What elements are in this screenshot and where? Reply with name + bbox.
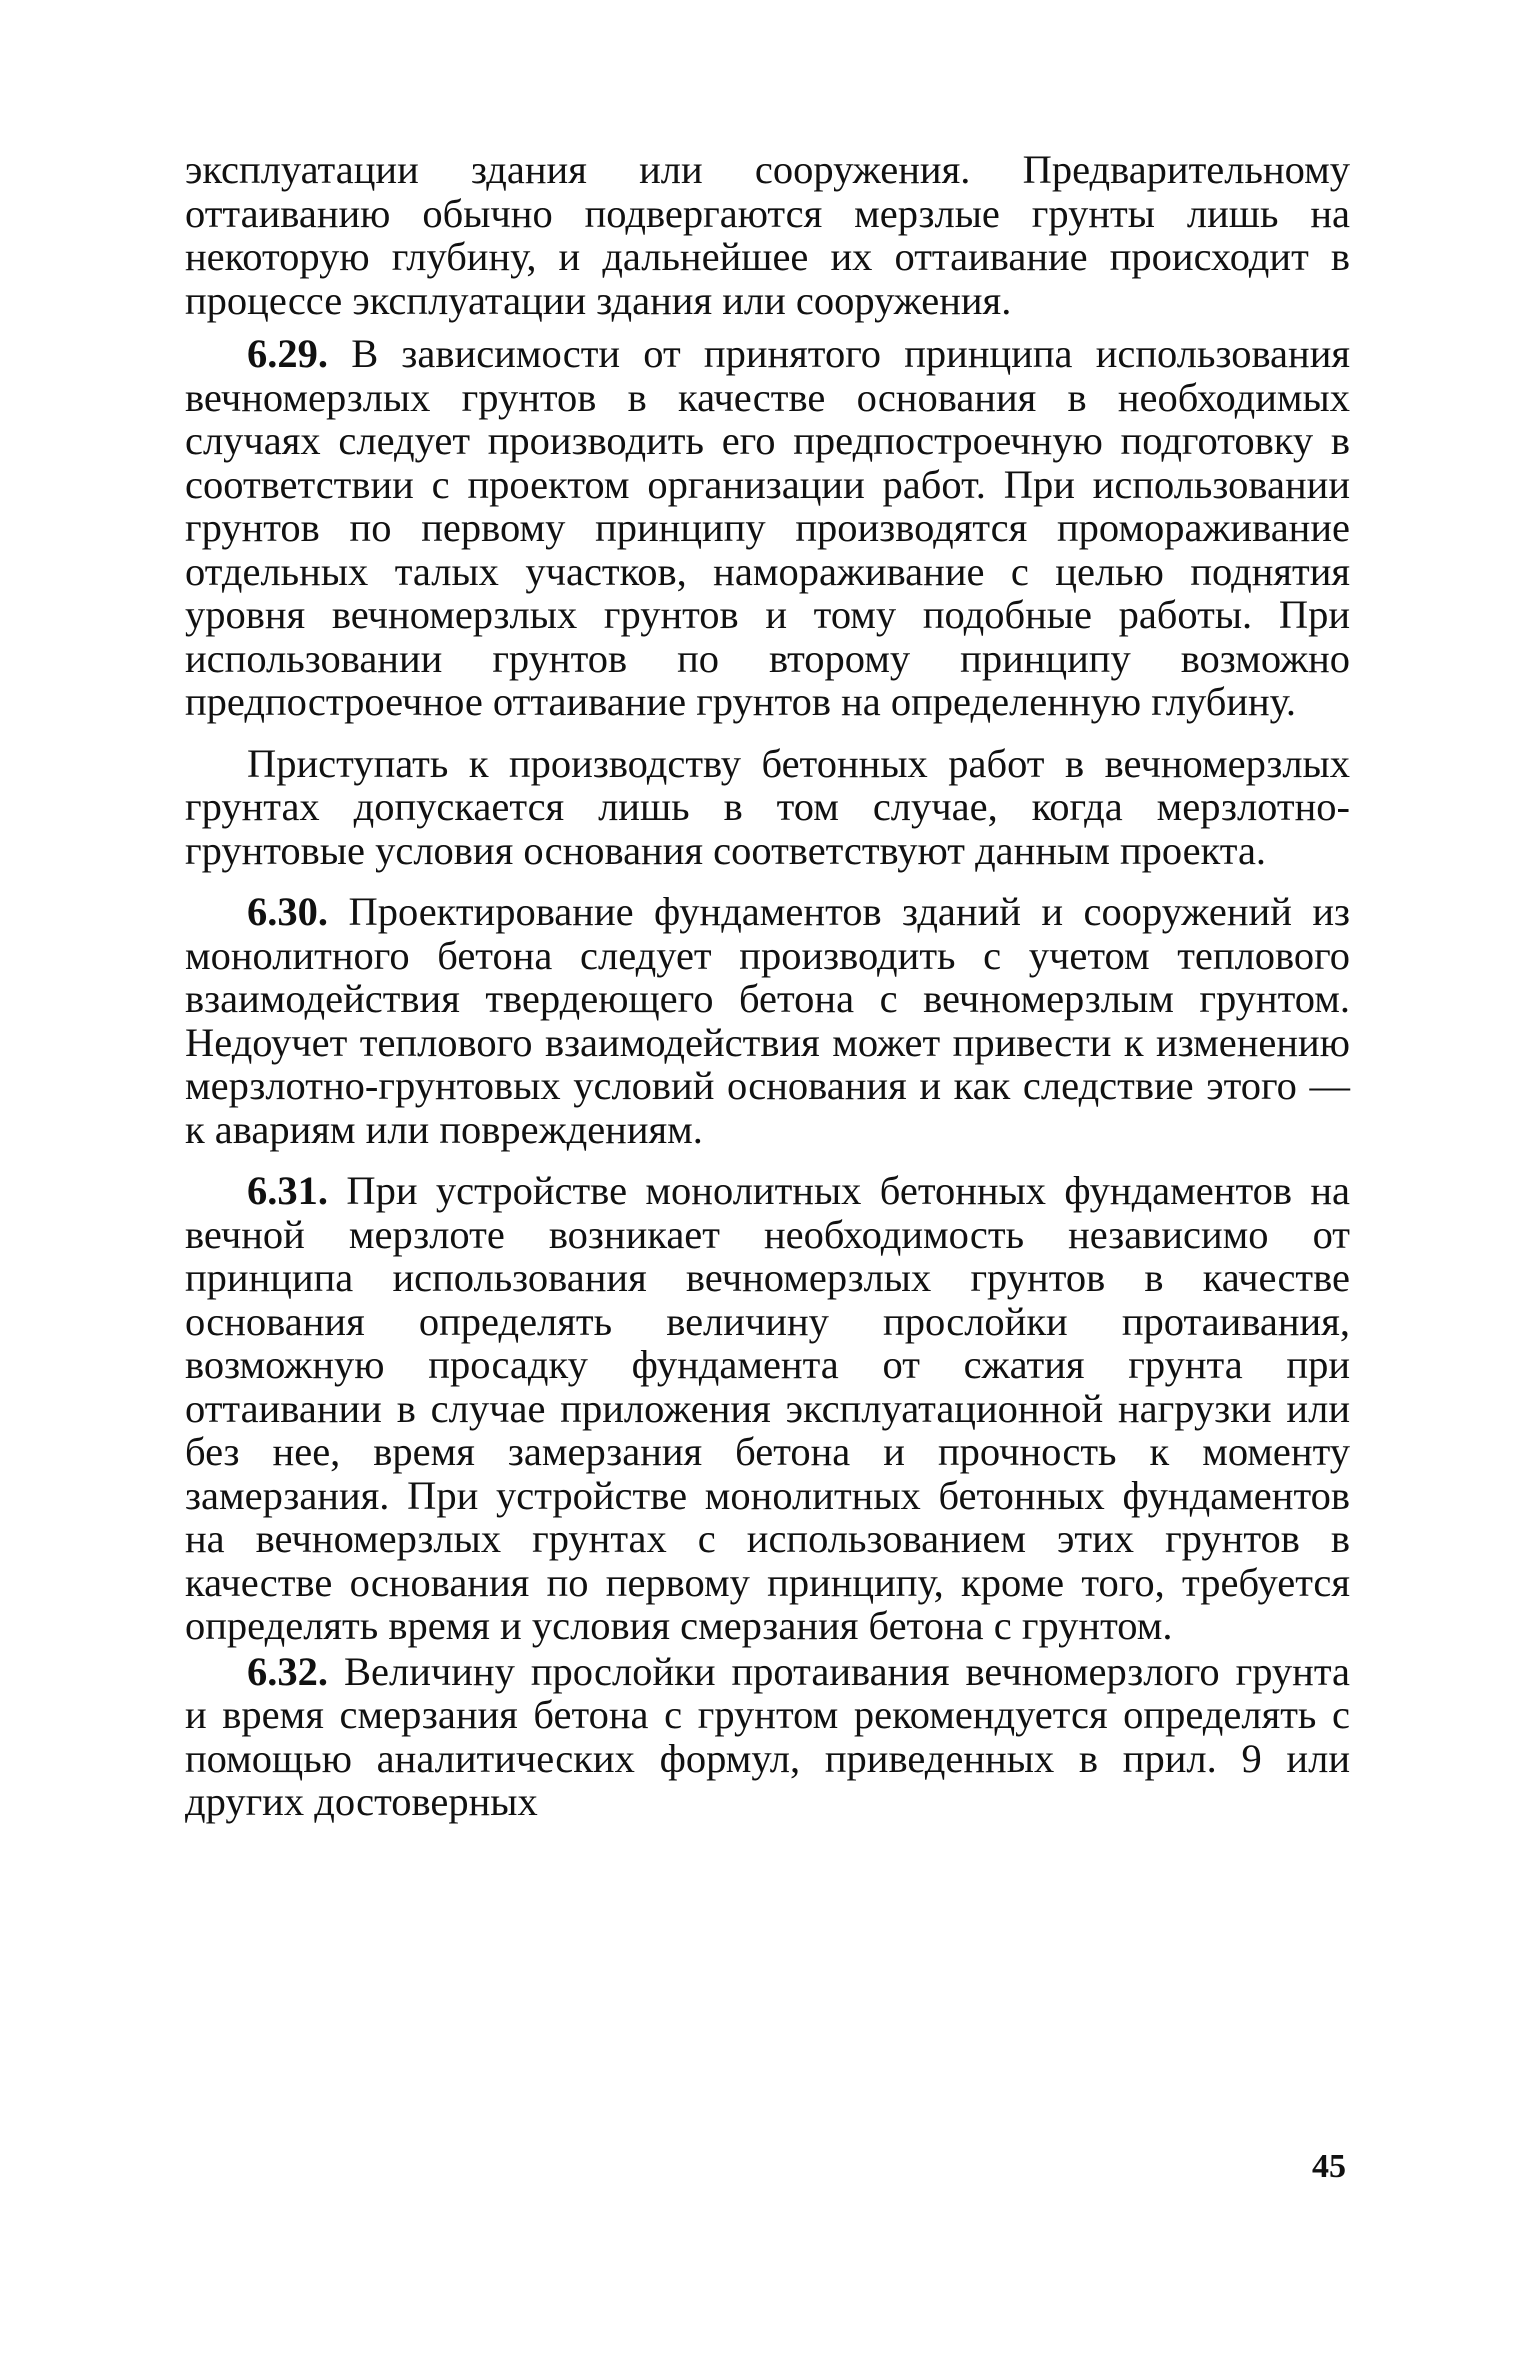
paragraph-text: При устройстве монолитных бетонных фундаментов на вечной мерзлоте возникает необходимость независимо от принципа использования вечномерзлых грунтов в качестве основания определять величину прослойки протаивания, возможную просадку фундамента от сжатия грунта при оттаивании в случае приложения эксплуатационной нагрузки или без нее, время замерзания бетона и прочность к моменту замерзания. При устройстве монолитных бетонных фундаментов на вечномерзлых грунтах с использованием этих грунтов в качестве основания по первому принципу, кроме того, требуется определять время и условия смерзания бетона с грунтом. [185, 1168, 1351, 1648]
paragraph-text: Величину прослойки протаивания вечномерзлого грунта и время смерзания бетона с грунтом рекомендуется определять с помощью аналитических формул, приведенных в прил. 9 или других достоверных [185, 1648, 1351, 1824]
paragraph-6-31 [185, 1169, 1350, 1648]
paragraph-text: В зависимости от принятого принципа использования вечномерзлых грунтов в качестве основания в необходимых случаях следует производить его предпостроечную подготовку в соответствии с проектом организации работ. При использовании грунтов по первому принципу производятся промораживание отдельных талых участков, намораживание с целью поднятия уровня вечномерзлых грунтов и тому подобные работы. При использовании грунтов по второму принципу возможно предпостроечное оттаивание грунтов на определенную глубину. [185, 331, 1350, 724]
section-number: 6.29. [247, 331, 328, 376]
paragraph-6-30 [185, 890, 1350, 1151]
paragraph-text: эксплуатации здания или сооружения. Предварительному оттаиванию обычно подвергаются мерзлые грунты лишь на некоторую глубину, и дальнейшее их оттаивание происходит в процессе эксплуатации здания или сооружения. [185, 147, 1350, 323]
paragraph-text: Приступать к производству бетонных работ в вечномерзлых грунтах допускается лишь в том случае, когда мерзлотно-грунтовые условия основания соответствуют данным проекта. [185, 740, 1350, 873]
section-number: 6.31. [247, 1168, 328, 1213]
paragraph-text: Проектирование фундаментов зданий и сооружений из монолитного бетона следует производить с учетом теплового взаимодействия твердеющего бетона с вечномерзлым грунтом. Недоучет теплового взаимодействия может привести к изменению мерзлотно-грунтовых условий основания и как следствие этого — к авариям или повреждениям. [185, 889, 1351, 1152]
page-number: 45 [1312, 2148, 1346, 2185]
paragraph-6-29-continued [185, 742, 1350, 873]
body-text [185, 148, 1350, 1824]
section-number: 6.32. [247, 1648, 328, 1694]
paragraph-6-32 [185, 1650, 1350, 1824]
paragraph-6-29 [185, 332, 1350, 724]
paragraph-continuation [185, 148, 1350, 322]
section-number: 6.30. [247, 889, 328, 934]
